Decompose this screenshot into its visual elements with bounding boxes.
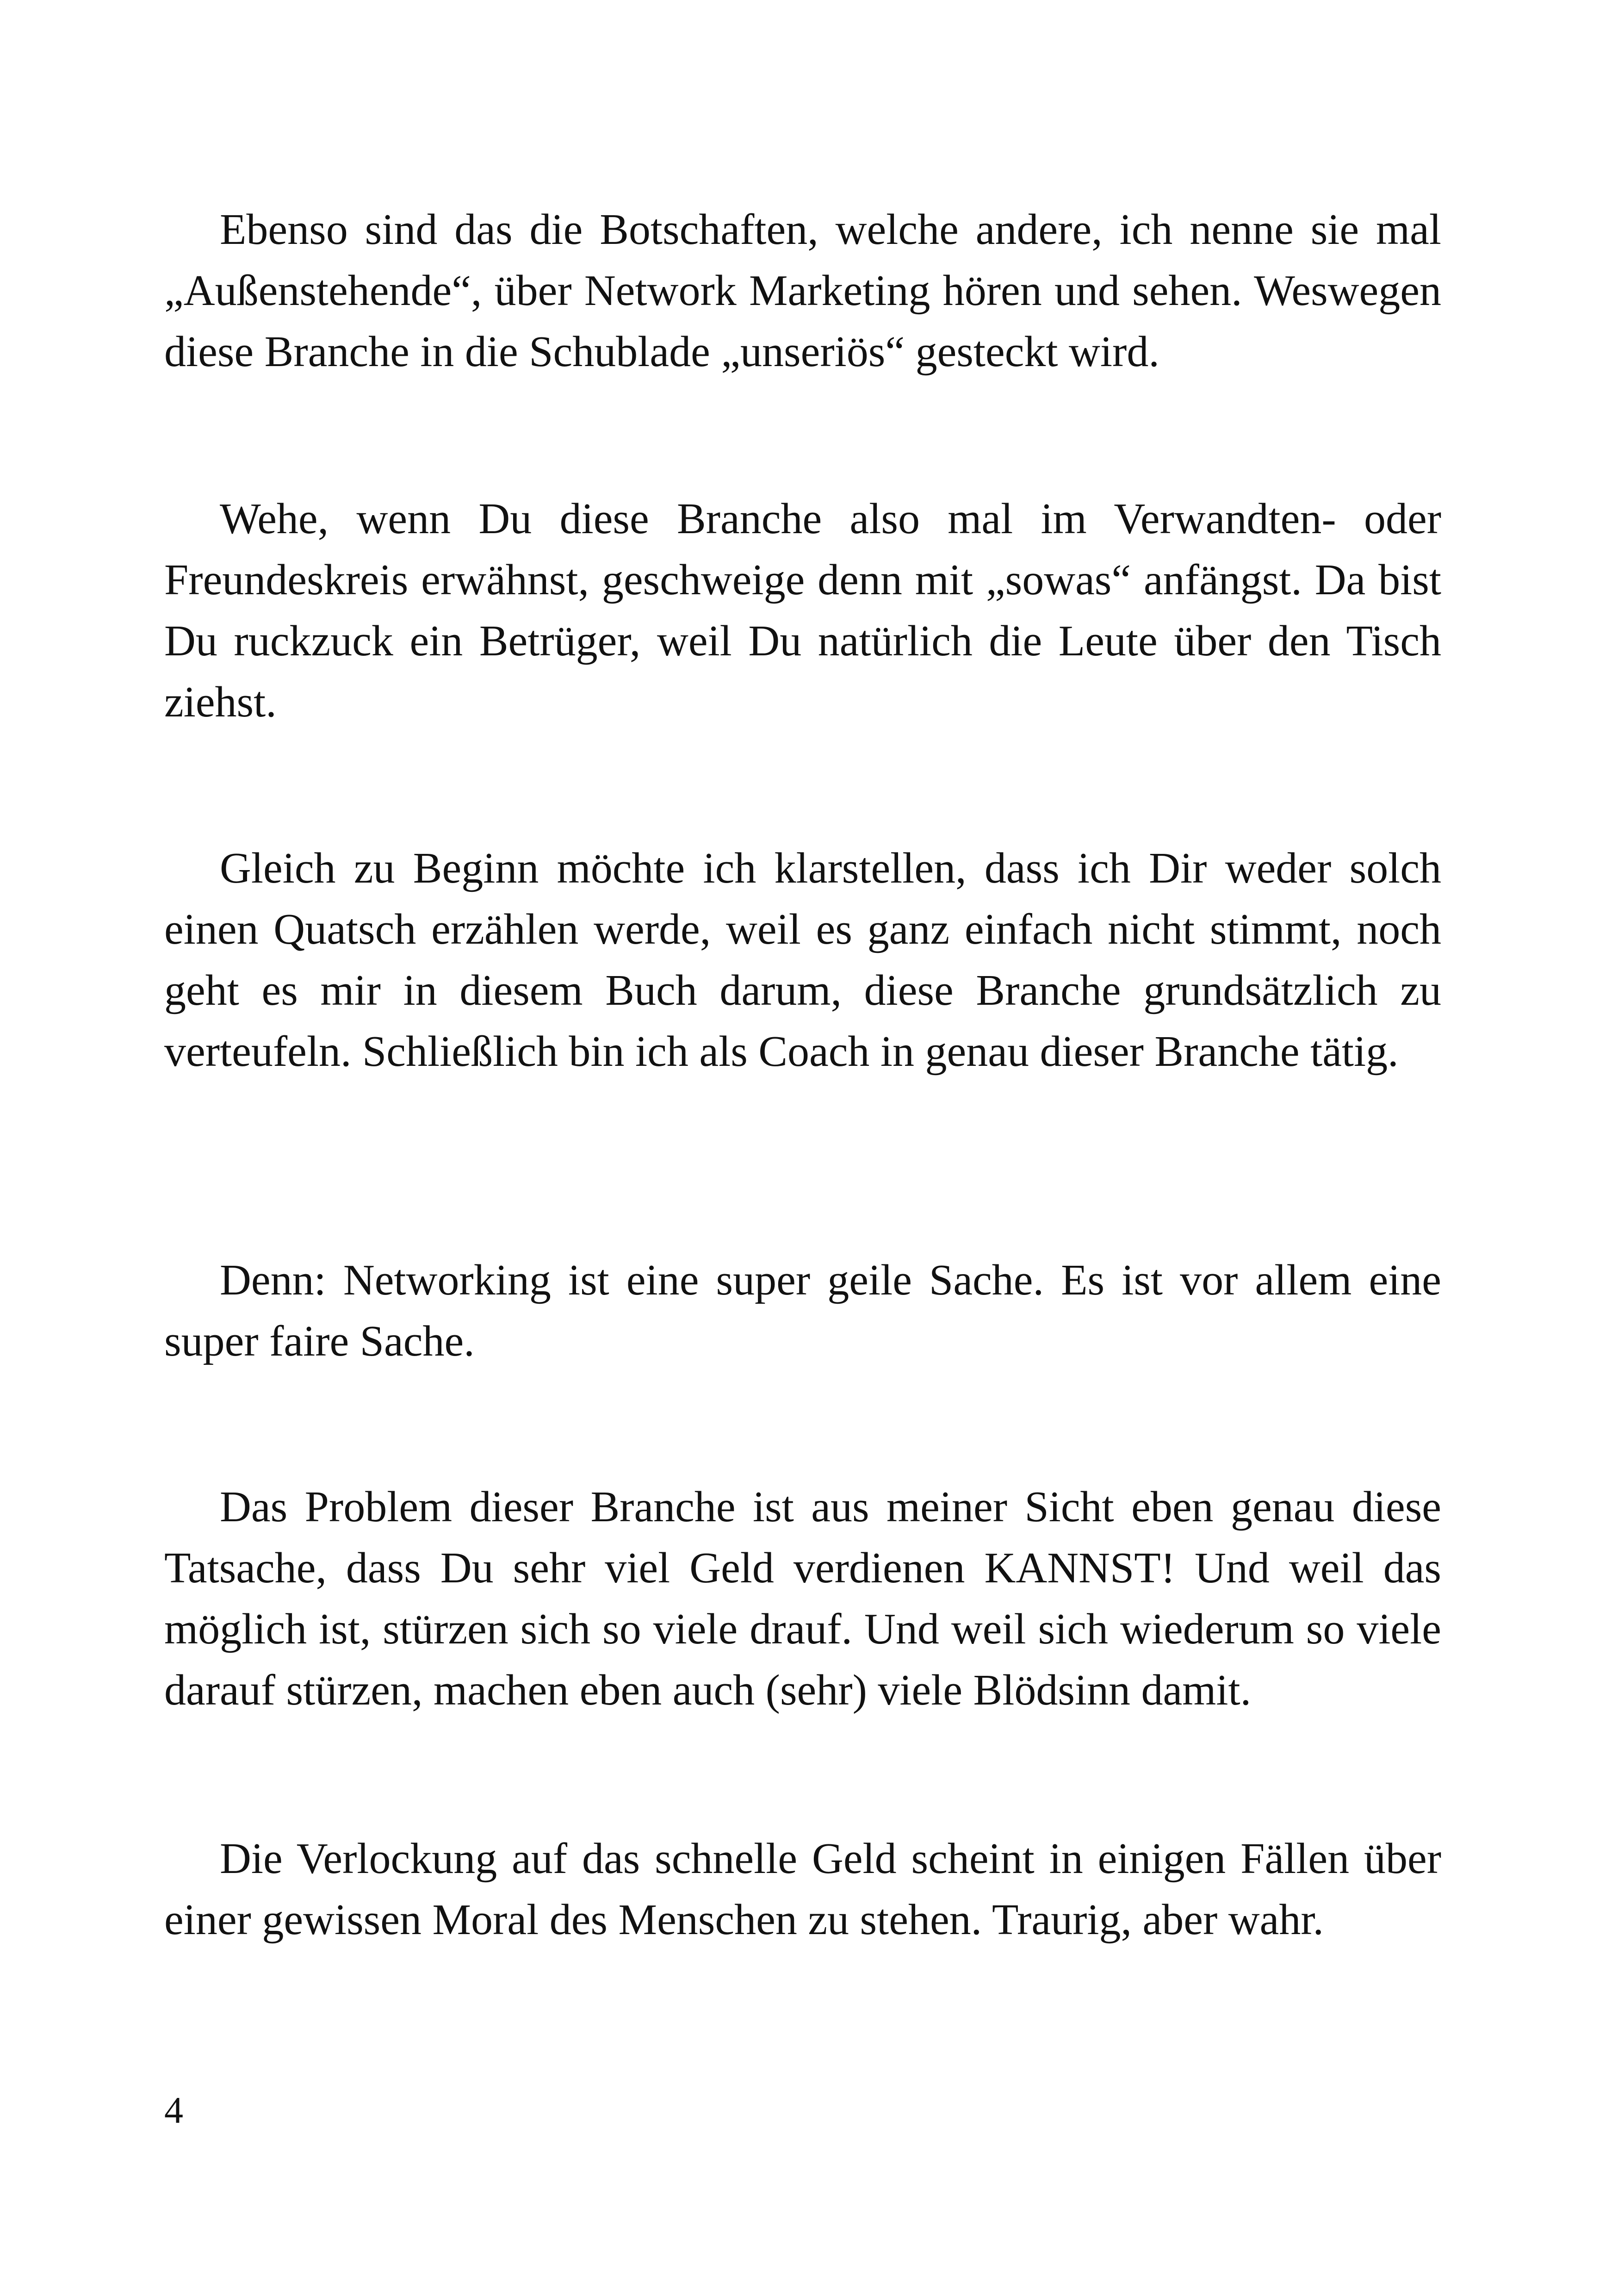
paragraph-1: Ebenso sind das die Botschaften, welche andere, ich nenne sie mal „Außenstehende“, über Network Marketing hören und sehen. Weswegen diese Branche in die Schublade „unseriös“ gesteckt wird. (164, 205, 1441, 376)
paragraph-5: Das Problem dieser Branche ist aus meiner Sicht eben genau diese Tatsache, dass Du sehr viel Geld verdienen KANNST! Und weil das möglich ist, stürzen sich so viele drauf. Und weil sich wiederum so viele darauf stürzen, machen eben auch (sehr) viele Blödsinn damit. (164, 1483, 1441, 1714)
page-number: 4 (164, 2089, 183, 2131)
paragraph-6: Die Verlockung auf das schnelle Geld scheint in einigen Fällen über einer gewissen Moral des Menschen zu stehen. Traurig, aber wahr. (164, 1835, 1441, 1944)
paragraph-3: Gleich zu Beginn möchte ich klarstellen, dass ich Dir weder solch einen Quatsch erzählen werde, weil es ganz einfach nicht stimmt, noch geht es mir in diesem Buch darum, diese Branche grundsätzlich zu verteufeln. Schließlich bin ich als Coach in genau dieser Branche tätig. (164, 844, 1441, 1076)
paragraph-2: Wehe, wenn Du diese Branche also mal im Verwandten- oder Freundeskreis erwähnst, geschweige denn mit „sowas“ anfängst. Da bist Du ruckzuck ein Betrüger, weil Du natürlich die Leute über den Tisch ziehst. (164, 495, 1441, 726)
paragraph-4: Denn: Networking ist eine super geile Sache. Es ist vor allem eine super faire Sache. (164, 1256, 1441, 1365)
